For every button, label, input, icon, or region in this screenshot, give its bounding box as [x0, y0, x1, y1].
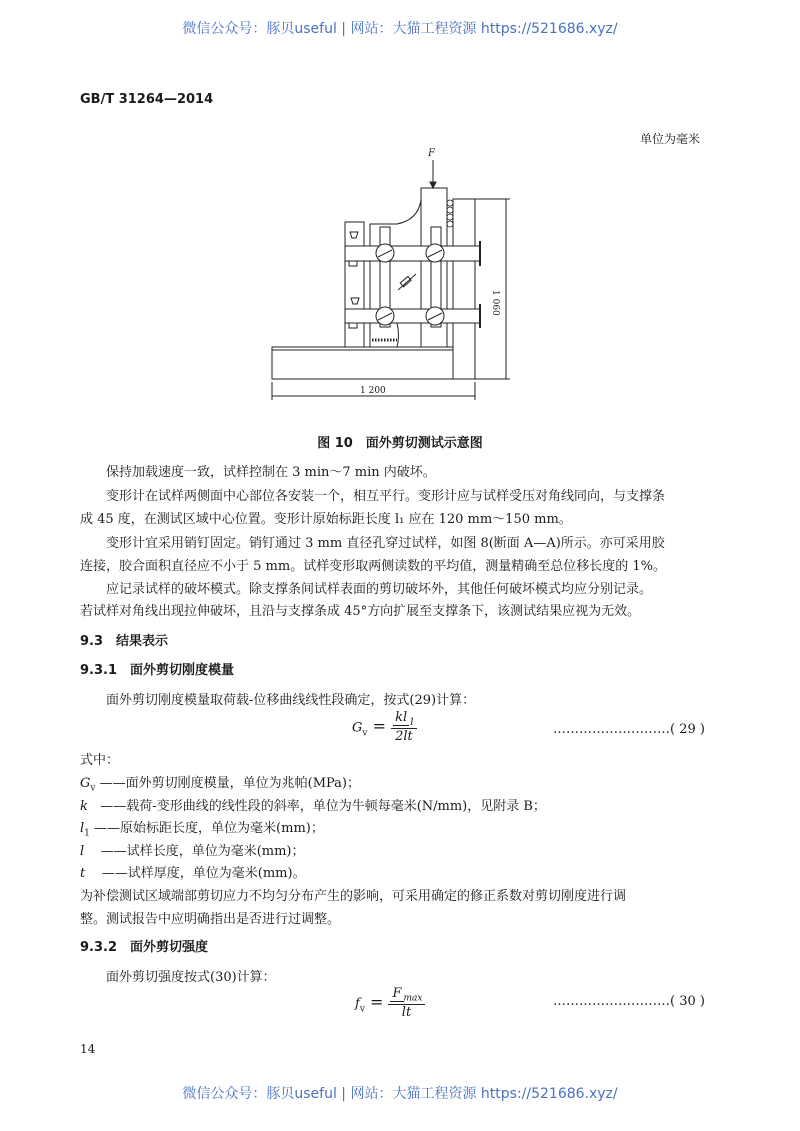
equation-29-number: ………………………( 29 )	[553, 722, 705, 737]
equation-29: $G_v$ = $\frac{kl _1}{2lt}$	[352, 710, 415, 744]
paragraph-line: 保持加载速度一致，试样控制在 3 min～7 min 内破坏。	[106, 465, 436, 480]
section-heading: 9.3.1 面外剪切刚度模量	[80, 663, 235, 678]
dim-height: 1 060	[490, 290, 500, 316]
intro-30: 面外剪切强度按式(30)计算：	[106, 970, 276, 985]
definition: k ——载荷-变形曲线的线性段的斜率，单位为牛顿每毫米(N/mm)，见附录 B；	[80, 799, 546, 814]
page-number: 14	[80, 1042, 96, 1056]
section-heading: 9.3 结果表示	[80, 634, 169, 649]
equation-30-number: ………………………( 30 )	[553, 994, 705, 1009]
definition: t ——试样厚度，单位为毫米(mm)。	[80, 866, 306, 881]
definition: $G_v$ ——面外剪切刚度模量，单位为兆帕(MPa)；	[80, 776, 360, 794]
where-label: 式中：	[80, 753, 120, 768]
paragraph-line: 为补偿测试区域端部剪切应力不均匀分布产生的影响，可采用确定的修正系数对剪切刚度进行调	[80, 889, 627, 904]
dim-width: 1 200	[360, 386, 386, 396]
paragraph-line: 整。测试报告中应明确指出是否进行过调整。	[80, 912, 341, 927]
paragraph-line: 成 45 度，在测试区域中心位置。变形计原始标距长度 l₁ 应在 120 mm～150 mm。	[80, 512, 572, 527]
definition: l ——试样长度，单位为毫米(mm)；	[80, 844, 305, 859]
paragraph-line: 变形计宜采用销钉固定。销钉通过 3 mm 直径孔穿过试样，如图 8(断面 A—A)所示。亦可采用胶	[106, 536, 665, 551]
paragraph-line: 若试样对角线出现拉伸破坏，且沿与支撑条成 45°方向扩展至支撑条下，该测试结果应视为无效。	[80, 604, 641, 619]
paragraph-line: 应记录试样的破坏模式。除支撑条间试样表面的剪切破坏外，其他任何破坏模式均应分别记录。	[106, 582, 653, 597]
section-heading: 9.3.2 面外剪切强度	[80, 940, 209, 955]
equation-30: $f_v$ = $\frac{F _{max}}{lt}$	[355, 986, 423, 1020]
watermark-bottom: 微信公众号：豚贝useful | 网站：大猫工程资源 https://521686.xyz/	[182, 1086, 618, 1102]
paragraph-line: 变形计在试样两侧面中心部位各安装一个，相互平行。变形计应与试样受压对角线同向，与支撑条	[106, 489, 666, 504]
paragraph-line: 连接，胶合面积直径应不小于 5 mm。试样变形取两侧读数的平均值，测量精确至总位移长度的 1%。	[80, 559, 666, 574]
standard-number: GB/T 31264—2014	[80, 92, 214, 107]
test-fixture-figure	[260, 140, 540, 414]
definition: $l_1$ ——原始标距长度，单位为毫米(mm)；	[80, 821, 324, 839]
intro-29: 面外剪切刚度模量取荷载-位移曲线线性段确定，按式(29)计算：	[106, 693, 476, 708]
force-label: F	[428, 148, 435, 159]
figure-caption: 图 10 面外剪切测试示意图	[317, 436, 483, 451]
watermark-top: 微信公众号：豚贝useful | 网站：大猫工程资源 https://521686.xyz/	[182, 21, 618, 37]
unit-note: 单位为毫米	[640, 132, 701, 146]
